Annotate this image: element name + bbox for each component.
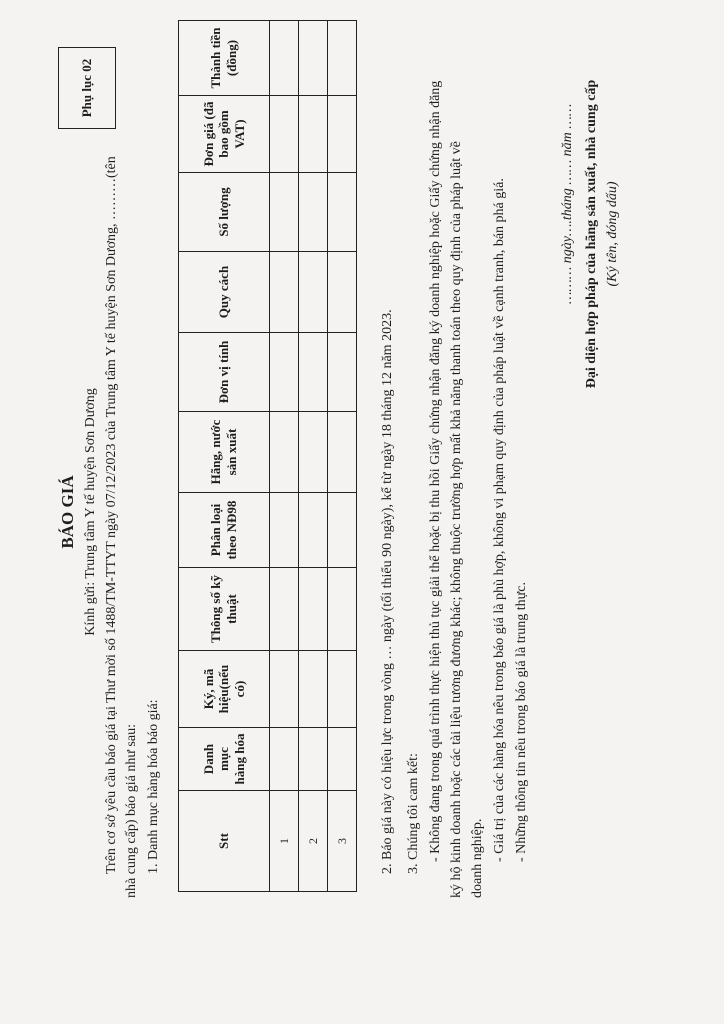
col-header-code: Ký, mã hiệu(nếu có) xyxy=(179,651,270,728)
section-3-heading: 3. Chúng tôi cam kết: xyxy=(406,753,421,874)
col-header-quantity: Số lượng xyxy=(179,173,270,252)
section-1-heading: 1. Danh mục hàng hóa báo giá: xyxy=(146,699,161,874)
price-quote-table xyxy=(178,20,357,892)
col-header-item: Danh mục hàng hóa xyxy=(179,728,270,791)
col-header-unit: Đơn vị tính xyxy=(179,333,270,412)
col-header-classification: Phân loại theo NĐ98 xyxy=(179,493,270,568)
table-row xyxy=(270,21,299,892)
col-header-unit-price: Đơn giá (đã bao gồm VAT) xyxy=(179,96,270,173)
signature-date: ……… ngày….tháng …… năm …… xyxy=(560,103,575,305)
col-header-stt: Stt xyxy=(179,791,270,892)
col-header-specs: Thông số kỹ thuật xyxy=(179,568,270,651)
col-header-manufacturer: Hãng, nước sản xuất xyxy=(179,412,270,493)
section-2-validity: 2. Báo giá này có hiệu lực trong vòng … ngày (tối thiểu 90 ngày), kể từ ngày 18 tháng 12 năm 2023. xyxy=(380,309,395,874)
document-title: BÁO GIÁ xyxy=(58,475,77,549)
table-header-row xyxy=(179,21,270,892)
row-number: 1 xyxy=(270,791,299,892)
signature-note: (Ký tên, đóng dấu) xyxy=(605,181,620,287)
appendix-label: Phụ lục 02 xyxy=(58,47,116,129)
table-row xyxy=(328,21,357,892)
signature-title: Đại diện hợp pháp của hãng sản xuất, nhà cung cấp xyxy=(584,79,599,389)
commitment-2: - Giá trị của các hàng hóa nêu trong báo giá là phù hợp, không vi phạm quy định của pháp luật về cạnh tranh, bán phá giá. xyxy=(492,178,507,862)
row-number: 3 xyxy=(328,791,357,892)
commitment-1-line-1: - Không đang trong quá trình thực hiện thủ tục giải thể hoặc bị thu hồi Giấy chứng nhận đăng ký doanh nghiệp hoặc Giấy chứng nhận đăng xyxy=(428,80,443,862)
commitment-3: - Những thông tin nêu trong báo giá là trung thực. xyxy=(514,582,529,862)
commitment-1-line-2: ký hộ kinh doanh hoặc các tài liệu tương đương khác; không thuộc trường hợp mất khả năng thanh toán theo quy định của pháp luật về xyxy=(449,141,464,898)
col-header-packaging: Quy cách xyxy=(179,252,270,333)
intro-line-2: nhà cung cấp) báo giá như sau: xyxy=(124,724,139,898)
recipient-line: Kính gửi: Trung tâm Y tế huyện Sơn Dương xyxy=(83,388,98,636)
table-row xyxy=(299,21,328,892)
col-header-total: Thành tiền (đồng) xyxy=(179,21,270,96)
intro-line-1: Trên cơ sở yêu cầu báo giá tại Thư mời số 1488/TM-TTYT ngày 07/12/2023 của Trung tâm Y tế huyện Sơn Dương, ………(tên xyxy=(104,156,119,874)
commitment-1-line-3: doanh nghiệp. xyxy=(470,818,485,898)
row-number: 2 xyxy=(299,791,328,892)
